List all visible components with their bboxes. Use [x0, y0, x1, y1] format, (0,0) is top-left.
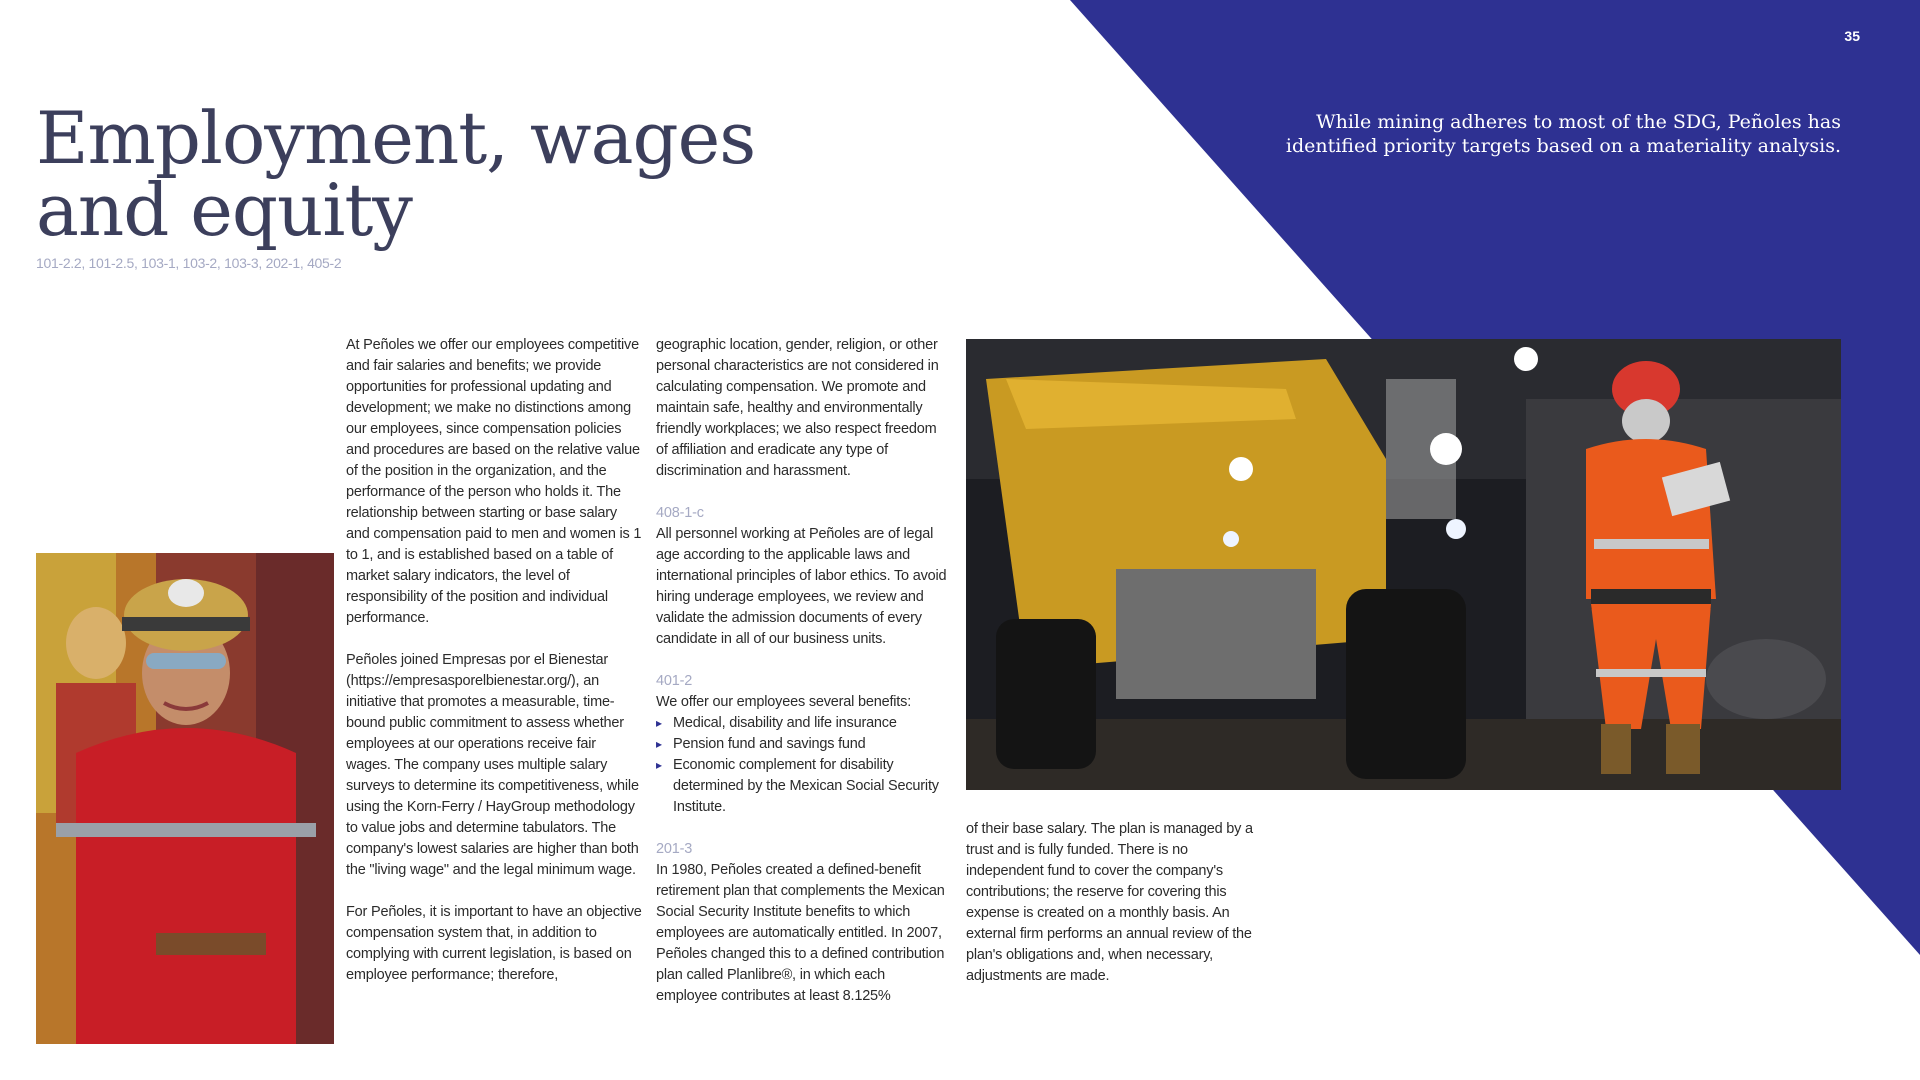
photo-mine-worker-machinery — [966, 339, 1841, 790]
page-title-line-1: Employment, wages — [36, 96, 756, 180]
list-item: ▸ Pension fund and savings fund — [656, 734, 948, 755]
page-number: 35 — [1844, 28, 1860, 44]
list-item: ▸ Economic complement for disability determined by the Mexican Social Security Institute. — [656, 755, 948, 818]
text-column-3 — [966, 819, 1258, 1008]
paragraph-legal-age: All personnel working at Peñoles are of legal age according to the applicable laws and international principles of labor ethics. To avoid hiring underage employees, we review and validate the admission documents of every candidate in all of our business units. — [656, 526, 947, 647]
paragraph-retirement-plan: In 1980, Peñoles created a defined-benefit retirement plan that complements the Mexican Social Security Institute benefits to which employees are automatically entitled. In 2007, Peñoles changed this to a defined contribution plan called Planlibre®, in which each employee contributes at least 8.125% — [656, 862, 945, 1004]
gri-ref-408: 408-1-c — [656, 505, 704, 521]
benefits-list — [656, 713, 948, 818]
paragraph-plan-management: of their base salary. The plan is managed by a trust and is fully funded. There is no independent fund to cover the company's contributions; the reserve for covering this expense is created on a monthly basis. An external firm performs an annual review of the plan's obligations and, when necessary, adjustments are made. — [966, 821, 1253, 984]
paragraph-benefits-intro: We offer our employees several benefits: — [656, 694, 912, 710]
photo-female-worker — [36, 553, 334, 1044]
page-title-line-2: and equity — [36, 168, 412, 252]
paragraph-compensation: At Peñoles we offer our employees competitive and fair salaries and benefits; we provide opportunities for professional updating and development; we make no distinctions among our employees, since compensation policies and procedures are based on the relative value of the position in the organization, and the performance of the person who holds it. The relationship between starting or base salary and compensation paid to men and women is 1 to 1, and is established based on a table of market salary indicators, the level of responsibility of the position and individual performance. — [346, 337, 642, 626]
text-column-2 — [656, 335, 948, 1028]
gri-codes: 101-2.2, 101-2.5, 103-1, 103-2, 103-3, 202-1, 405-2 — [36, 255, 342, 271]
list-item: ▸ Medical, disability and life insurance — [656, 713, 948, 734]
paragraph-objective-compensation: For Peñoles, it is important to have an objective compensation system that, in addition to complying with current legislation, is based on employee performance; therefore, — [346, 904, 642, 983]
page-title — [36, 96, 756, 252]
text-column-1 — [346, 335, 644, 1007]
gri-ref-201: 201-3 — [656, 841, 693, 857]
highlight-quote: While mining adheres to most of the SDG, Peñoles has identified priority targets based on a materiality analysis. — [1285, 111, 1841, 157]
paragraph-nondiscrimination: geographic location, gender, religion, or other personal characteristics are not considered in calculating compensation. We promote and maintain safe, healthy and environmentally friendly workplaces; we also respect freedom of affiliation and eradicate any type of discrimination and harassment. — [656, 337, 939, 479]
paragraph-empresas-bienestar: Peñoles joined Empresas por el Bienestar (https://empresasporelbienestar.org/), an initiative that promotes a measurable, time-bound public commitment to assess whether employees at our operations receive fair wages. The company uses multiple salary surveys to determine its competitiveness, while using the Korn-Ferry / HayGroup methodology to value jobs and determine tabulators. The company's lowest salaries are higher than both the "living wage" and the legal minimum wage. — [346, 652, 639, 878]
gri-ref-401: 401-2 — [656, 673, 693, 689]
